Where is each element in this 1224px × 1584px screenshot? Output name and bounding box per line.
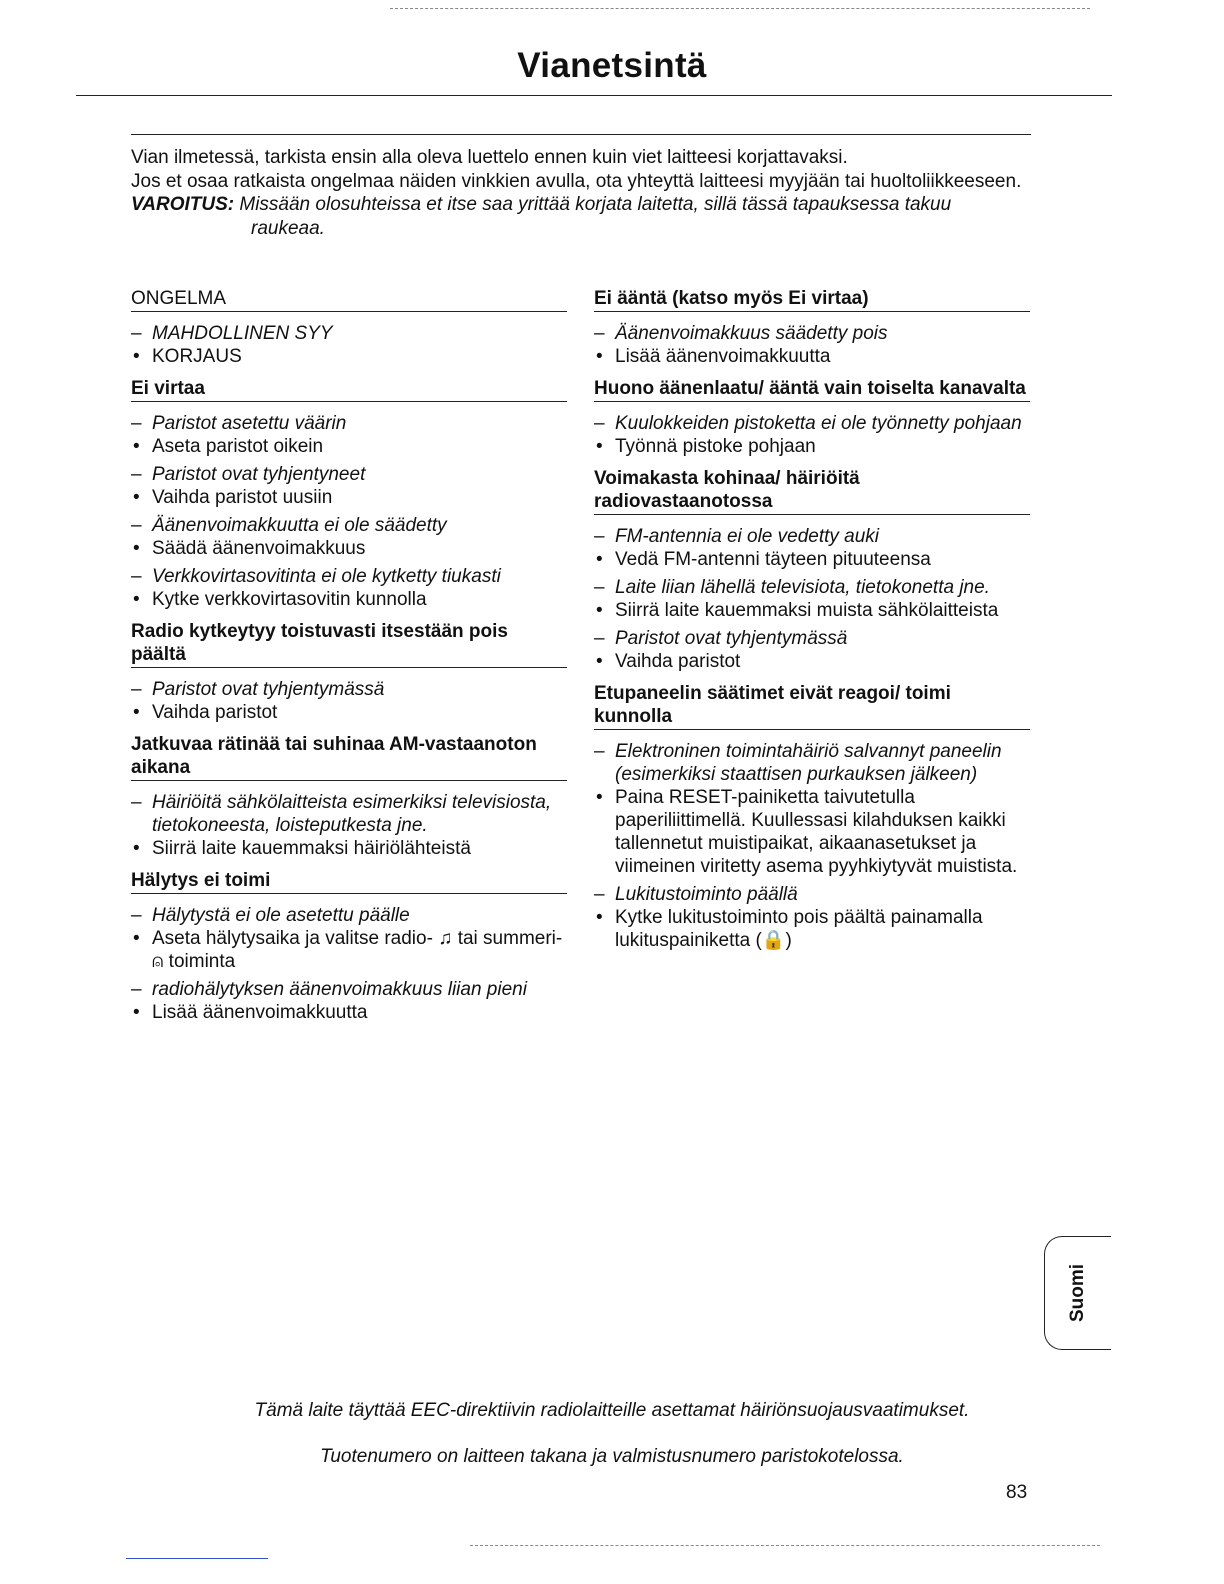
intro-rule bbox=[131, 134, 1031, 135]
language-tab bbox=[1044, 1236, 1111, 1350]
trouble-section bbox=[594, 682, 1030, 952]
remedy: • Siirrä laite kauemmaksi muista sähkölaitteista bbox=[594, 599, 1030, 622]
trouble-section bbox=[594, 377, 1030, 458]
footer-line-1: Tämä laite täyttää EEC-direktiivin radiolaitteille asettamat häiriönsuojausvaatimukset. bbox=[254, 1400, 970, 1421]
page-title: Vianetsintä bbox=[517, 46, 707, 85]
right-sections bbox=[594, 287, 1030, 952]
remedy: • Aseta paristot oikein bbox=[131, 435, 567, 458]
possible-cause: – Häiriöitä sähkölaitteista esimerkiksi televisiosta, tietokoneesta, loisteputkesta jne. bbox=[131, 791, 567, 837]
scan-artifact-bottom bbox=[470, 1545, 1100, 1546]
legend-section bbox=[131, 287, 567, 368]
warning-label: VAROITUS: bbox=[131, 194, 235, 215]
possible-cause: – FM-antennia ei ole vedetty auki bbox=[594, 525, 1030, 548]
section-heading: Ei ääntä (katso myös Ei virtaa) bbox=[594, 287, 1030, 312]
bottom-link-rule bbox=[126, 1558, 268, 1559]
page-number: 83 bbox=[1006, 1482, 1028, 1503]
section-heading: Radio kytkeytyy toistuvasti itsestään pois päältä bbox=[131, 620, 567, 668]
remedy: • Kytke lukitustoiminto pois päältä painamalla lukituspainiketta (🔒) bbox=[594, 906, 1030, 952]
trouble-item bbox=[131, 678, 567, 724]
scan-artifact-top bbox=[390, 8, 1090, 9]
section-heading: Jatkuvaa rätinää tai suhinaa AM-vastaanoton aikana bbox=[131, 733, 567, 781]
remedy: • Kytke verkkovirtasovitin kunnolla bbox=[131, 588, 567, 611]
right-column bbox=[594, 287, 1030, 961]
possible-cause: – Lukitustoiminto päällä bbox=[594, 883, 1030, 906]
possible-cause: – Elektroninen toimintahäiriö salvannyt paneelin (esimerkiksi staattisen purkauksen jälkeen) bbox=[594, 740, 1030, 786]
trouble-item bbox=[594, 576, 1030, 622]
remedy: • Vaihda paristot bbox=[131, 701, 567, 724]
intro-text bbox=[131, 146, 1031, 240]
remedy: • Paina RESET-painiketta taivutetulla paperiliittimellä. Kuullessasi kilahduksen kaikki tallennetut muistipaikat, aikaanasetukset ja viimeinen viritetty asema pyyhkiytyvät muistista. bbox=[594, 786, 1030, 878]
trouble-section bbox=[131, 377, 567, 611]
possible-cause: – Äänenvoimakkuus säädetty pois bbox=[594, 322, 1030, 345]
section-heading: Huono äänenlaatu/ ääntä vain toiselta kanavalta bbox=[594, 377, 1030, 402]
trouble-item bbox=[131, 904, 567, 973]
possible-cause: – Hälytystä ei ole asetettu päälle bbox=[131, 904, 567, 927]
possible-cause: – radiohälytyksen äänenvoimakkuus liian pieni bbox=[131, 978, 567, 1001]
trouble-section bbox=[594, 467, 1030, 673]
section-heading: Ei virtaa bbox=[131, 377, 567, 402]
trouble-item bbox=[131, 463, 567, 509]
legend-fix: • KORJAUS bbox=[131, 345, 567, 368]
trouble-section bbox=[594, 287, 1030, 368]
legend-heading: ONGELMA bbox=[131, 287, 567, 312]
section-heading: Etupaneelin säätimet eivät reagoi/ toimi kunnolla bbox=[594, 682, 1030, 730]
trouble-item bbox=[131, 978, 567, 1024]
legend-item bbox=[131, 322, 567, 368]
trouble-item bbox=[594, 627, 1030, 673]
possible-cause: – Verkkovirtasovitinta ei ole kytketty tiukasti bbox=[131, 565, 567, 588]
trouble-section bbox=[131, 620, 567, 724]
warning-continuation: raukeaa. bbox=[251, 217, 325, 239]
language-tab-label: Suomi bbox=[1067, 1263, 1088, 1323]
remedy: • Vaihda paristot bbox=[594, 650, 1030, 673]
section-heading: Hälytys ei toimi bbox=[131, 869, 567, 894]
remedy: • Siirrä laite kauemmaksi häiriölähteistä bbox=[131, 837, 567, 860]
remedy: • Työnnä pistoke pohjaan bbox=[594, 435, 1030, 458]
remedy: • Vaihda paristot uusiin bbox=[131, 486, 567, 509]
possible-cause: – Kuulokkeiden pistoketta ei ole työnnetty pohjaan bbox=[594, 412, 1030, 435]
remedy: • Aseta hälytysaika ja valitse radio- ♫ tai summeri- ⍝ toiminta bbox=[131, 927, 567, 973]
trouble-item bbox=[594, 883, 1030, 952]
possible-cause: – Paristot ovat tyhjentyneet bbox=[131, 463, 567, 486]
warning bbox=[131, 193, 1031, 240]
section-heading: Voimakasta kohinaa/ häiriöitä radiovastaanotossa bbox=[594, 467, 1030, 515]
trouble-item bbox=[131, 514, 567, 560]
possible-cause: – Äänenvoimakkuutta ei ole säädetty bbox=[131, 514, 567, 537]
remedy: • Säädä äänenvoimakkuus bbox=[131, 537, 567, 560]
possible-cause: – Paristot asetettu väärin bbox=[131, 412, 567, 435]
remedy: • Vedä FM-antenni täyteen pituuteensa bbox=[594, 548, 1030, 571]
trouble-item bbox=[594, 322, 1030, 368]
trouble-section bbox=[131, 869, 567, 1024]
left-column bbox=[131, 287, 567, 1033]
title-rule bbox=[76, 95, 1112, 96]
possible-cause: – Laite liian lähellä televisiota, tietokonetta jne. bbox=[594, 576, 1030, 599]
trouble-item bbox=[131, 565, 567, 611]
footer-line-2: Tuotenumero on laitteen takana ja valmistusnumero paristokotelossa. bbox=[320, 1446, 904, 1467]
left-sections bbox=[131, 377, 567, 1024]
remedy: • Lisää äänenvoimakkuutta bbox=[131, 1001, 567, 1024]
possible-cause: – Paristot ovat tyhjentymässä bbox=[131, 678, 567, 701]
trouble-item bbox=[594, 412, 1030, 458]
trouble-item bbox=[594, 740, 1030, 878]
legend-cause: – MAHDOLLINEN SYY bbox=[131, 322, 567, 345]
trouble-item bbox=[594, 525, 1030, 571]
remedy: • Lisää äänenvoimakkuutta bbox=[594, 345, 1030, 368]
trouble-item bbox=[131, 791, 567, 860]
trouble-item bbox=[131, 412, 567, 458]
warning-text: Missään olosuhteissa et itse saa yrittää korjata laitetta, sillä tässä tapauksessa takuu bbox=[239, 194, 952, 215]
possible-cause: – Paristot ovat tyhjentymässä bbox=[594, 627, 1030, 650]
trouble-section bbox=[131, 733, 567, 860]
intro-line-2: Jos et osaa ratkaista ongelmaa näiden vinkkien avulla, ota yhteyttä laitteesi myyjään tai huoltoliikkeeseen. bbox=[131, 170, 1022, 192]
intro-line-1: Vian ilmetessä, tarkista ensin alla oleva luettelo ennen kuin viet laitteesi korjattavaksi. bbox=[131, 147, 848, 168]
